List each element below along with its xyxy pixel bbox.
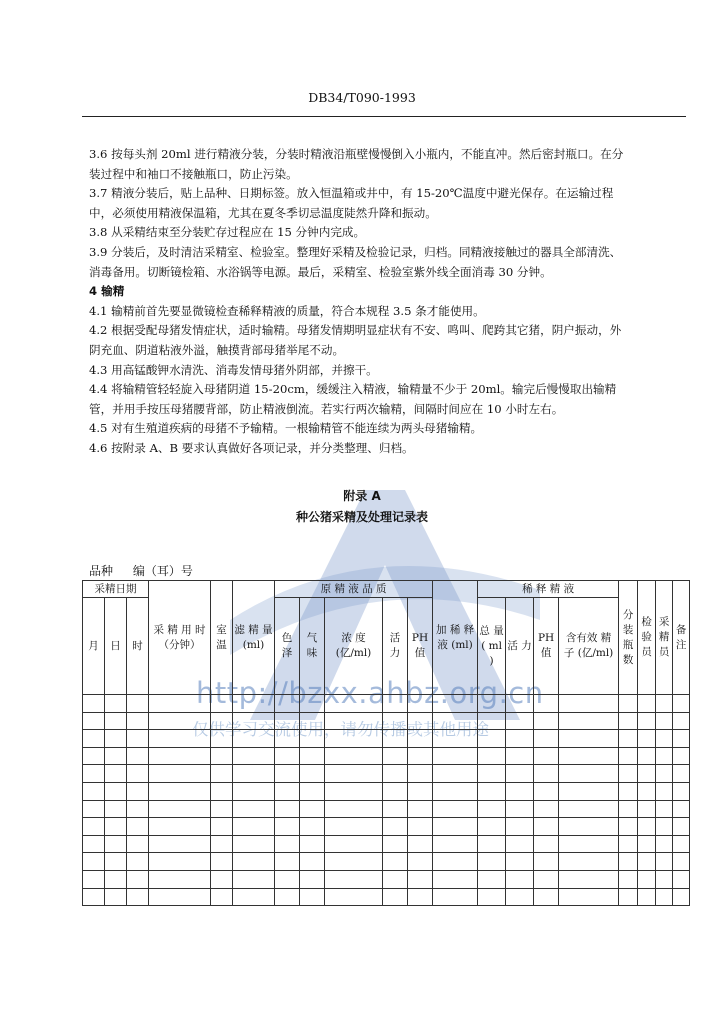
table-cell	[149, 747, 211, 765]
table-cell	[275, 870, 300, 888]
table-cell	[408, 730, 433, 748]
table-cell	[325, 888, 383, 906]
table-cell	[149, 800, 211, 818]
table-cell	[83, 730, 105, 748]
table-cell	[433, 712, 478, 730]
table-cell	[638, 800, 656, 818]
table-cell	[383, 695, 408, 713]
table-cell	[559, 782, 619, 800]
table-cell	[127, 712, 149, 730]
table-cell	[619, 870, 638, 888]
table-cell	[478, 695, 506, 713]
table-cell	[673, 765, 690, 783]
table-cell	[300, 782, 325, 800]
header-rule	[82, 116, 686, 117]
table-row	[83, 888, 690, 906]
table-row	[83, 782, 690, 800]
table-row	[83, 870, 690, 888]
table-cell	[478, 818, 506, 836]
table-row	[83, 747, 690, 765]
table-row	[83, 818, 690, 836]
table-cell	[275, 818, 300, 836]
table-cell	[433, 730, 478, 748]
table-cell	[149, 888, 211, 906]
table-cell	[83, 747, 105, 765]
table-cell	[383, 747, 408, 765]
table-cell	[211, 782, 233, 800]
table-cell	[619, 730, 638, 748]
table-cell	[638, 765, 656, 783]
header-remarks: 备 注	[673, 581, 690, 695]
table-cell	[559, 800, 619, 818]
table-cell	[127, 765, 149, 783]
header-diluent-added: 加 稀 释 液 (ml)	[433, 581, 478, 695]
annex-label: 附录 A	[343, 489, 381, 503]
table-cell	[408, 818, 433, 836]
table-cell	[433, 870, 478, 888]
table-cell	[149, 835, 211, 853]
table-cell	[619, 747, 638, 765]
table-cell	[656, 747, 673, 765]
table-cell	[383, 818, 408, 836]
table-cell	[383, 800, 408, 818]
table-cell	[408, 747, 433, 765]
table-cell	[105, 765, 127, 783]
table-cell	[433, 818, 478, 836]
table-cell	[233, 870, 275, 888]
table-cell	[433, 835, 478, 853]
table-cell	[233, 853, 275, 871]
table-cell	[559, 747, 619, 765]
table-cell	[325, 835, 383, 853]
table-cell	[233, 835, 275, 853]
table-cell	[638, 730, 656, 748]
table-cell	[325, 870, 383, 888]
table-cell	[478, 712, 506, 730]
table-cell	[211, 835, 233, 853]
table-cell	[105, 712, 127, 730]
table-cell	[83, 765, 105, 783]
table-cell	[433, 888, 478, 906]
table-cell	[506, 747, 534, 765]
table-cell	[105, 818, 127, 836]
header-bottle-count: 分 装 瓶 数	[619, 581, 638, 695]
table-row	[83, 800, 690, 818]
table-cell	[275, 853, 300, 871]
table-cell	[83, 695, 105, 713]
table-cell	[211, 818, 233, 836]
table-cell	[619, 712, 638, 730]
table-cell	[656, 818, 673, 836]
table-cell	[534, 747, 559, 765]
header-collection-date: 采精日期	[83, 581, 149, 598]
table-cell	[233, 782, 275, 800]
table-cell	[127, 782, 149, 800]
table-cell	[673, 782, 690, 800]
table-row	[83, 730, 690, 748]
table-cell	[233, 695, 275, 713]
paragraph-3-9: 3.9 分装后，及时清洁采精室、检验室。整理好采精及检验记录，归档。同精液接触过的器具全部清洗、消毒备用。切断镜检箱、水浴锅等电源。最后，采精室、检验室紫外线全面消毒 30 分钟。	[89, 244, 622, 279]
table-cell	[638, 782, 656, 800]
table-cell	[673, 853, 690, 871]
header-diluted-ph: PH 值	[534, 598, 559, 695]
header-diluted-motility: 活 力	[506, 598, 534, 695]
table-cell	[127, 730, 149, 748]
table-cell	[325, 695, 383, 713]
table-cell	[325, 730, 383, 748]
table-cell	[233, 712, 275, 730]
header-filtered-volume: 滤 精 量 (ml)	[233, 581, 275, 695]
section-heading-4: 4 输精	[89, 284, 125, 299]
table-cell	[534, 782, 559, 800]
table-cell	[559, 888, 619, 906]
table-cell	[83, 888, 105, 906]
header-color: 色 泽	[275, 598, 300, 695]
table-cell	[105, 747, 127, 765]
table-cell	[534, 712, 559, 730]
table-cell	[656, 765, 673, 783]
table-cell	[656, 695, 673, 713]
table-cell	[127, 888, 149, 906]
table-cell	[656, 800, 673, 818]
table-cell	[408, 835, 433, 853]
table-cell	[534, 870, 559, 888]
table-cell	[673, 730, 690, 748]
table-cell	[433, 765, 478, 783]
table-cell	[105, 870, 127, 888]
table-cell	[506, 835, 534, 853]
table-cell	[149, 765, 211, 783]
record-table-body	[83, 695, 690, 906]
table-cell	[506, 712, 534, 730]
table-cell	[673, 835, 690, 853]
table-cell	[275, 730, 300, 748]
table-cell	[656, 853, 673, 871]
table-cell	[619, 782, 638, 800]
table-cell	[673, 870, 690, 888]
table-cell	[233, 765, 275, 783]
table-cell	[211, 870, 233, 888]
table-cell	[149, 853, 211, 871]
header-motility: 活 力	[383, 598, 408, 695]
table-cell	[638, 747, 656, 765]
header-total-volume: 总 量 ( ml )	[478, 598, 506, 695]
table-cell	[638, 870, 656, 888]
table-cell	[619, 800, 638, 818]
table-cell	[506, 800, 534, 818]
table-cell	[408, 800, 433, 818]
table-cell	[408, 712, 433, 730]
table-cell	[433, 747, 478, 765]
header-inspector: 检 验 员	[638, 581, 656, 695]
table-cell	[478, 870, 506, 888]
table-cell	[300, 712, 325, 730]
header-ph: PH 值	[408, 598, 433, 695]
table-cell	[506, 888, 534, 906]
table-cell	[127, 818, 149, 836]
table-cell	[656, 888, 673, 906]
watermark-notice: 仅供学习交流使用，请勿传播或其他用途	[192, 720, 489, 739]
body-text	[89, 145, 629, 459]
table-cell	[656, 870, 673, 888]
table-cell	[478, 853, 506, 871]
table-cell	[211, 765, 233, 783]
table-row	[83, 765, 690, 783]
table-cell	[300, 747, 325, 765]
table-cell	[127, 870, 149, 888]
table-cell	[83, 818, 105, 836]
table-cell	[383, 730, 408, 748]
table-cell	[638, 835, 656, 853]
table-cell	[506, 782, 534, 800]
table-cell	[300, 853, 325, 871]
table-cell	[325, 747, 383, 765]
paragraph-3-8: 3.8 从采精结束至分装贮存过程应在 15 分钟内完成。	[89, 225, 366, 240]
record-table	[82, 580, 690, 906]
table-cell	[506, 818, 534, 836]
table-cell	[300, 870, 325, 888]
table-cell	[619, 765, 638, 783]
table-cell	[211, 853, 233, 871]
table-cell	[83, 853, 105, 871]
header-month: 月	[83, 598, 105, 695]
header-raw-semen-quality: 原 精 液 品 质	[275, 581, 433, 598]
table-cell	[233, 888, 275, 906]
table-cell	[83, 835, 105, 853]
table-cell	[638, 695, 656, 713]
table-cell	[325, 782, 383, 800]
table-cell	[383, 835, 408, 853]
table-cell	[211, 800, 233, 818]
table-cell	[383, 853, 408, 871]
table-cell	[433, 800, 478, 818]
header-room-temp: 室 温	[211, 581, 233, 695]
table-cell	[638, 712, 656, 730]
header-day: 日	[105, 598, 127, 695]
table-cell	[673, 818, 690, 836]
table-cell	[534, 835, 559, 853]
table-row	[83, 835, 690, 853]
table-cell	[300, 888, 325, 906]
header-collector: 采 精 员	[656, 581, 673, 695]
table-cell	[619, 835, 638, 853]
table-cell	[325, 765, 383, 783]
paragraph-4-3: 4.3 用高锰酸钾水清洗、消毒发情母猪外阴部，并擦干。	[89, 362, 378, 377]
table-cell	[211, 695, 233, 713]
table-cell	[83, 782, 105, 800]
table-cell	[300, 818, 325, 836]
table-cell	[325, 853, 383, 871]
table-cell	[559, 870, 619, 888]
table-cell	[105, 800, 127, 818]
annex-title: 种公猪采精及处理记录表	[295, 510, 428, 524]
table-cell	[325, 712, 383, 730]
table-cell	[275, 747, 300, 765]
table-cell	[559, 853, 619, 871]
table-cell	[638, 888, 656, 906]
table-cell	[105, 730, 127, 748]
table-cell	[275, 800, 300, 818]
table-cell	[383, 888, 408, 906]
table-cell	[105, 782, 127, 800]
table-cell	[619, 818, 638, 836]
table-cell	[149, 730, 211, 748]
table-cell	[534, 765, 559, 783]
table-cell	[506, 765, 534, 783]
table-cell	[506, 853, 534, 871]
table-cell	[656, 782, 673, 800]
ear-tag-label: 编（耳）号	[132, 564, 193, 578]
table-cell	[534, 695, 559, 713]
table-cell	[408, 888, 433, 906]
table-cell	[105, 695, 127, 713]
table-cell	[619, 695, 638, 713]
table-cell	[127, 695, 149, 713]
table-cell	[149, 818, 211, 836]
table-cell	[300, 835, 325, 853]
table-cell	[149, 870, 211, 888]
table-cell	[300, 765, 325, 783]
header-diluted-semen: 稀 释 精 液	[478, 581, 619, 598]
table-cell	[300, 695, 325, 713]
paragraph-4-2: 4.2 根据受配母猪发情症状，适时输精。母猪发情期明显症状有不安、鸣叫、爬跨其它猪，阴户振动，外阴充血、阴道粘液外溢，触摸背部母猪举尾不动。	[89, 323, 622, 357]
table-cell	[534, 818, 559, 836]
table-cell	[383, 870, 408, 888]
table-cell	[673, 712, 690, 730]
table-row	[83, 712, 690, 730]
table-cell	[433, 853, 478, 871]
table-cell	[233, 800, 275, 818]
table-cell	[211, 730, 233, 748]
table-row	[83, 695, 690, 713]
table-cell	[211, 712, 233, 730]
table-cell	[149, 712, 211, 730]
table-cell	[619, 888, 638, 906]
table-cell	[408, 695, 433, 713]
table-cell	[408, 782, 433, 800]
table-cell	[211, 888, 233, 906]
header-smell: 气 味	[300, 598, 325, 695]
table-cell	[127, 835, 149, 853]
table-cell	[559, 765, 619, 783]
standard-code: DB34/T090-1993	[308, 90, 416, 105]
table-cell	[300, 800, 325, 818]
table-cell	[619, 853, 638, 871]
table-cell	[506, 730, 534, 748]
header-collection-time: 采 精 用 时 （分钟）	[149, 581, 211, 695]
table-cell	[673, 800, 690, 818]
table-cell	[275, 765, 300, 783]
table-cell	[506, 870, 534, 888]
table-cell	[534, 730, 559, 748]
table-cell	[656, 730, 673, 748]
table-cell	[656, 712, 673, 730]
table-cell	[105, 888, 127, 906]
table-row	[83, 853, 690, 871]
table-cell	[83, 800, 105, 818]
table-cell	[211, 747, 233, 765]
table-cell	[325, 800, 383, 818]
table-cell	[433, 782, 478, 800]
table-cell	[233, 818, 275, 836]
table-cell	[656, 835, 673, 853]
table-cell	[127, 853, 149, 871]
table-cell	[534, 853, 559, 871]
header-density: 浓 度 (亿/ml)	[325, 598, 383, 695]
table-cell	[300, 730, 325, 748]
table-cell	[559, 712, 619, 730]
table-cell	[83, 870, 105, 888]
paragraph-3-7: 3.7 精液分装后，贴上品种、日期标签。放入恒温箱或井中，有 15-20℃温度中避光保存。在运输过程中，必须使用精液保温箱，尤其在夏冬季切忌温度陡然升降和振动。	[89, 186, 614, 220]
table-cell	[638, 853, 656, 871]
table-cell	[275, 782, 300, 800]
table-cell	[149, 782, 211, 800]
table-cell	[478, 730, 506, 748]
table-cell	[83, 712, 105, 730]
table-cell	[559, 695, 619, 713]
paragraph-4-4: 4.4 将输精管轻轻旋入母猪阴道 15-20cm，缓缓注入精液，输精量不少于 20ml。输完后慢慢取出输精管，并用手按压母猪腰背部，防止精液倒流。若实行两次输精，间隔时间应在 10 小时左右。	[89, 382, 617, 416]
paragraph-4-5: 4.5 对有生殖道疾病的母猪不予输精。一根输精管不能连续为两头母猪输精。	[89, 421, 483, 436]
table-cell	[478, 835, 506, 853]
table-cell	[149, 695, 211, 713]
table-cell	[478, 747, 506, 765]
table-cell	[534, 800, 559, 818]
breed-line	[89, 562, 209, 579]
table-cell	[105, 835, 127, 853]
header-hour: 时	[127, 598, 149, 695]
table-cell	[559, 730, 619, 748]
table-cell	[534, 888, 559, 906]
paragraph-4-1: 4.1 输精前首先要显微镜检查稀释精液的质量，符合本规程 3.5 条才能使用。	[89, 303, 485, 318]
paragraph-4-6: 4.6 按附录 A、B 要求认真做好各项记录，并分类整理、归档。	[89, 440, 414, 455]
table-cell	[325, 818, 383, 836]
table-cell	[638, 818, 656, 836]
table-cell	[408, 765, 433, 783]
table-cell	[383, 765, 408, 783]
table-cell	[408, 853, 433, 871]
table-cell	[478, 800, 506, 818]
table-cell	[433, 695, 478, 713]
table-cell	[673, 695, 690, 713]
table-cell	[478, 888, 506, 906]
table-cell	[478, 782, 506, 800]
table-cell	[127, 747, 149, 765]
table-cell	[233, 730, 275, 748]
table-cell	[383, 712, 408, 730]
watermark-url: http://bzxx.ahbz.org.cn	[196, 676, 544, 710]
table-cell	[673, 747, 690, 765]
table-cell	[275, 888, 300, 906]
table-cell	[275, 835, 300, 853]
table-cell	[233, 747, 275, 765]
table-cell	[506, 695, 534, 713]
breed-label: 品种	[89, 564, 114, 578]
paragraph-3-6: 3.6 按每头剂 20ml 进行精液分装，分装时精液沿瓶壁慢慢倒入小瓶内，不能直冲。然后密封瓶口。在分装过程中和袖口不接触瓶口，防止污染。	[89, 147, 624, 181]
table-cell	[275, 712, 300, 730]
table-cell	[408, 870, 433, 888]
table-cell	[478, 765, 506, 783]
table-cell	[105, 853, 127, 871]
table-cell	[127, 800, 149, 818]
header-effective-sperm: 含有效 精 子 (亿/ml)	[559, 598, 619, 695]
table-cell	[559, 835, 619, 853]
table-cell	[275, 695, 300, 713]
table-cell	[559, 818, 619, 836]
table-cell	[673, 888, 690, 906]
table-cell	[383, 782, 408, 800]
